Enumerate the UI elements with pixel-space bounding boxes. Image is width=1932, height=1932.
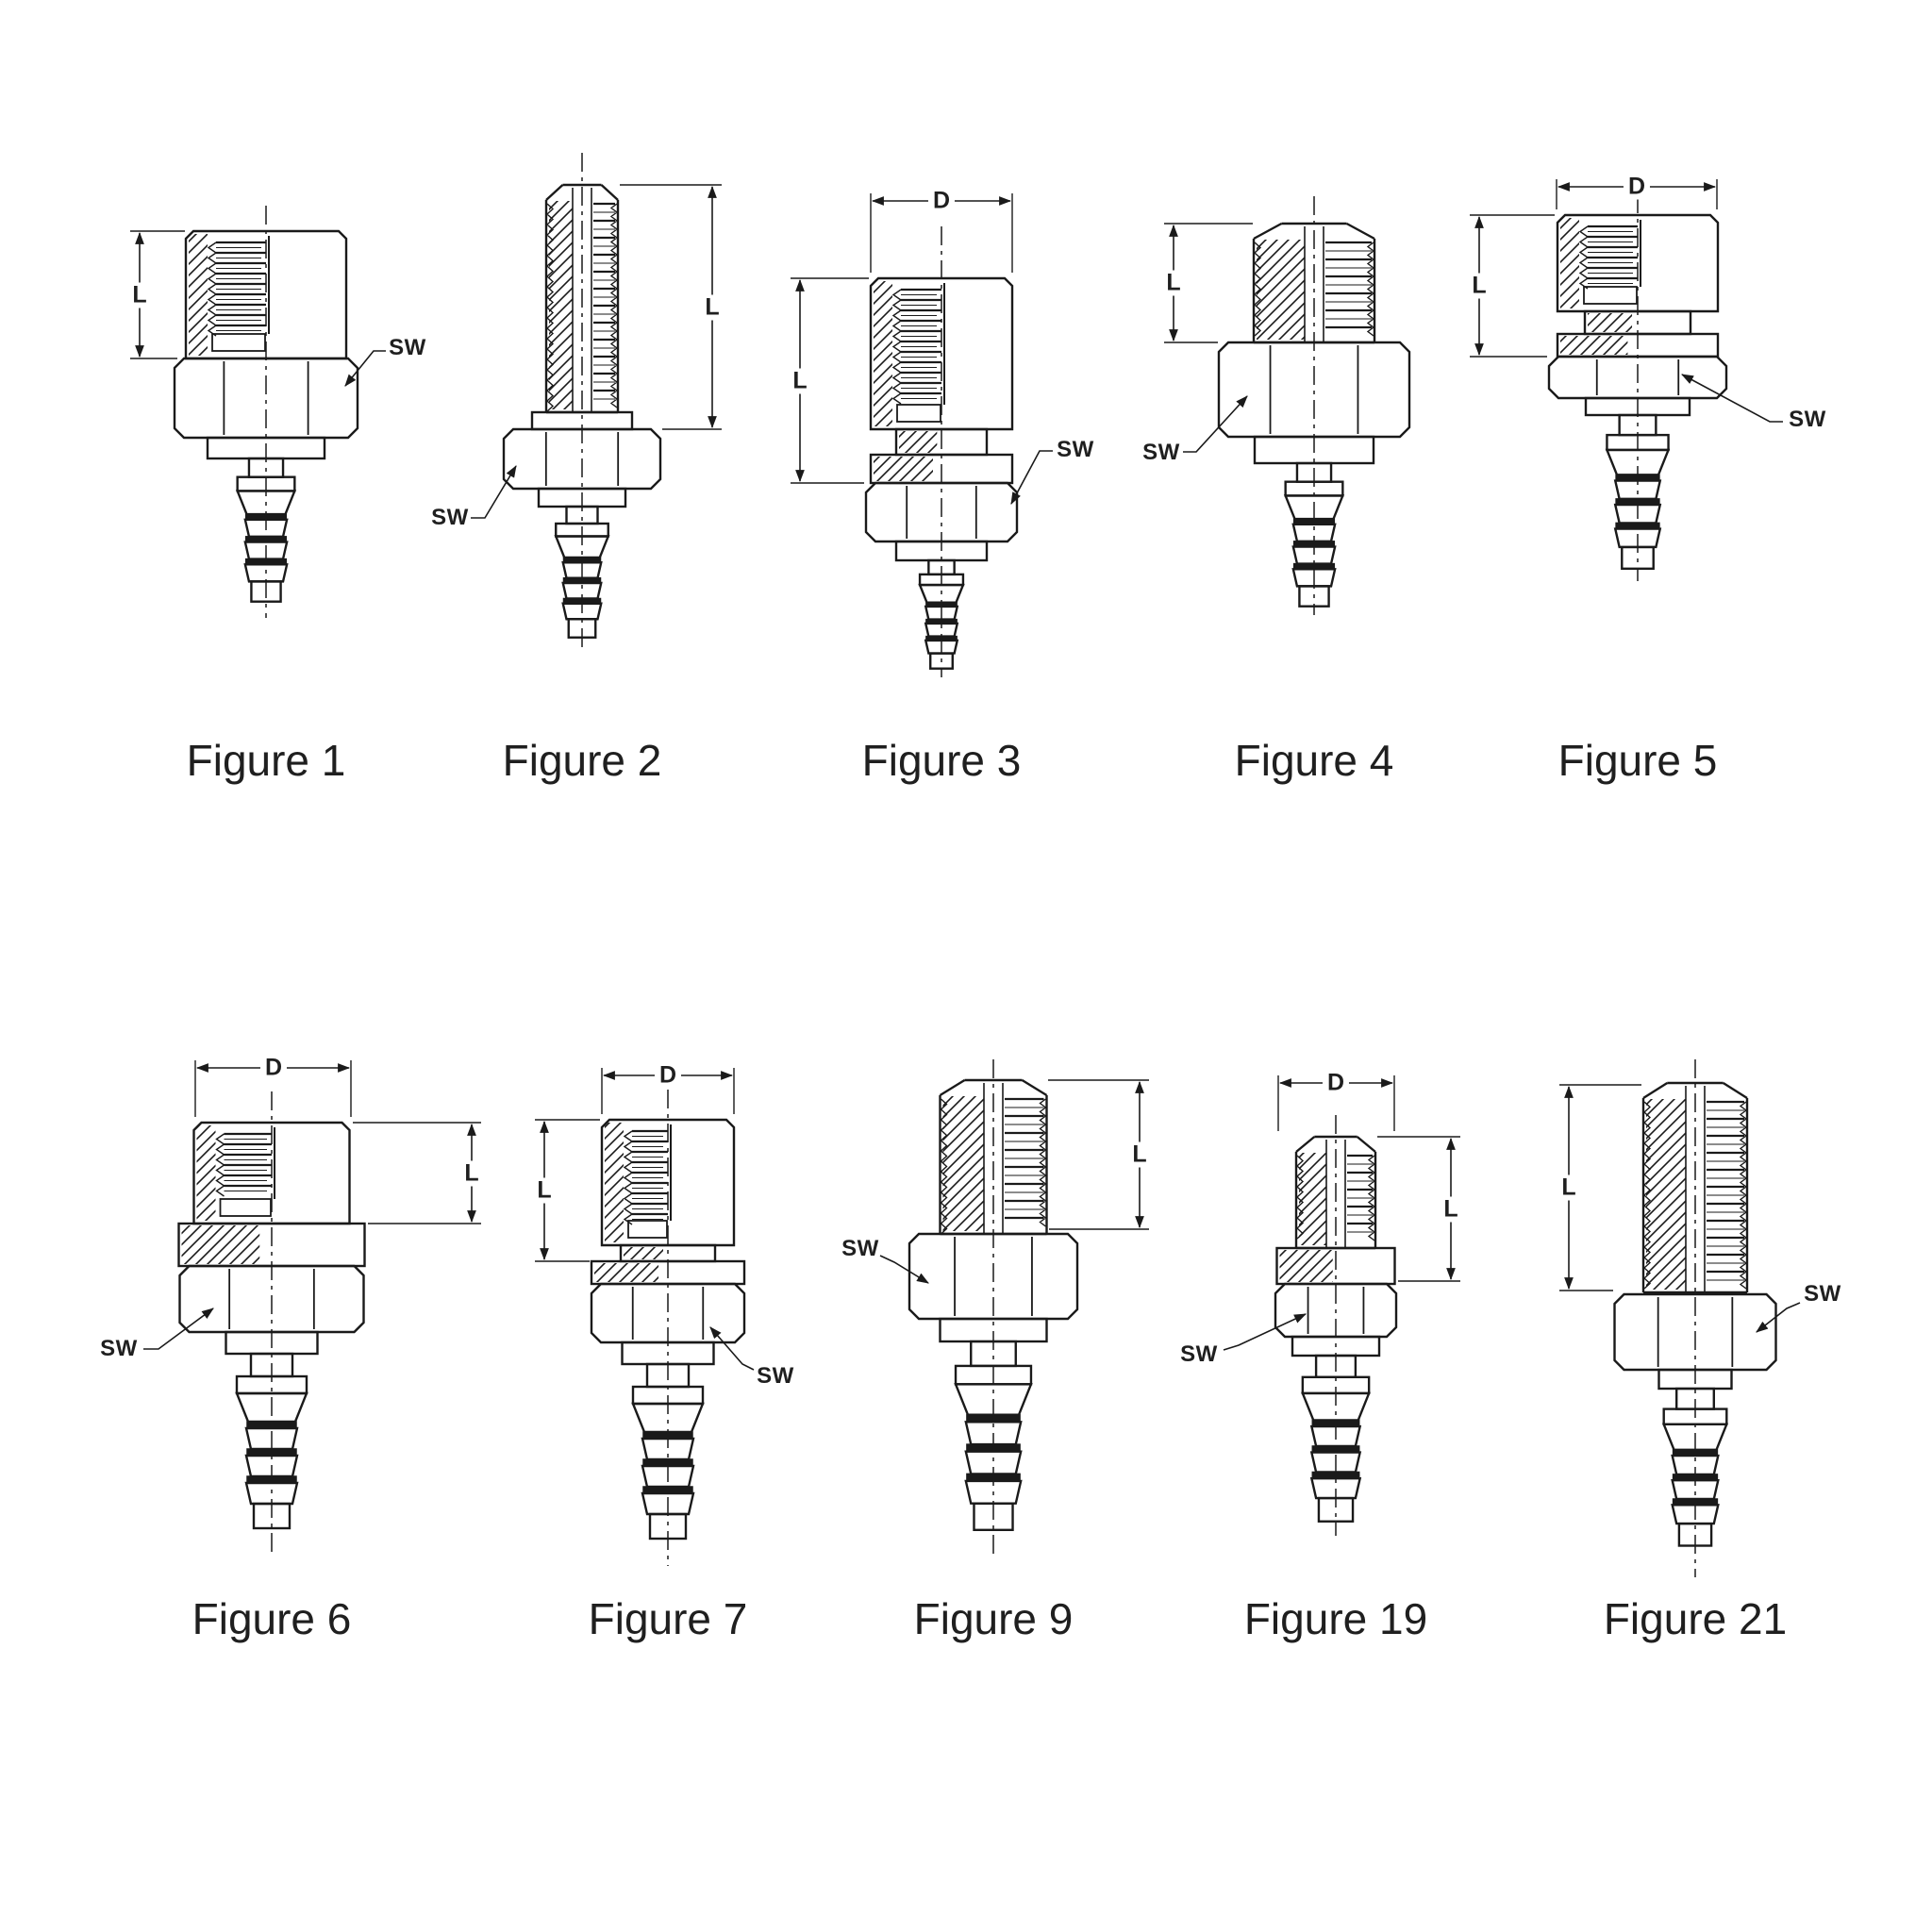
dim-label-length-figure-7: L [532,1178,556,1204]
figure-caption-4: Figure 4 [1234,736,1394,785]
wrench-label-figure-7: SW [757,1363,794,1389]
figure-19-drawing [1224,1075,1460,1536]
dim-label-diameter-figure-3: D [928,189,955,214]
wrench-label-figure-1: SW [389,335,426,360]
dim-label-length-figure-2: L [700,295,724,321]
wrench-label-figure-5: SW [1789,407,1826,432]
figure-3-drawing [791,193,1053,677]
wrench-label-figure-21: SW [1804,1281,1841,1307]
wrench-label-figure-19: SW [1180,1341,1218,1367]
wrench-label-figure-6: SW [100,1336,138,1361]
wrench-label-figure-9: SW [841,1236,879,1261]
figure-caption-5: Figure 5 [1557,736,1718,785]
figure-caption-7: Figure 7 [588,1594,748,1643]
dim-label-diameter-figure-5: D [1624,175,1650,200]
wrench-label-figure-3: SW [1057,437,1094,462]
figure-5-drawing [1470,179,1783,581]
dim-label-diameter-figure-19: D [1323,1071,1349,1096]
dim-label-length-figure-1: L [127,283,151,308]
figure-9-drawing [880,1059,1149,1557]
figure-7-drawing [535,1068,754,1566]
figure-2-drawing [471,153,722,651]
figure-21-drawing [1559,1059,1800,1577]
dim-label-length-figure-4: L [1161,271,1185,296]
wrench-label-figure-4: SW [1142,440,1180,465]
figure-caption-6: Figure 6 [192,1594,352,1643]
wrench-label-figure-2: SW [431,505,469,530]
figure-caption-3: Figure 3 [861,736,1022,785]
figure-6-drawing [143,1060,481,1555]
figure-4-drawing [1164,196,1409,615]
dim-label-length-figure-19: L [1439,1197,1462,1223]
dim-label-length-figure-5: L [1467,274,1491,299]
dim-label-length-figure-9: L [1127,1142,1151,1168]
figure-caption-2: Figure 2 [502,736,662,785]
figure-caption-21: Figure 21 [1603,1594,1788,1643]
figure-caption-1: Figure 1 [186,736,346,785]
dim-label-diameter-figure-6: D [260,1056,287,1081]
figure-caption-19: Figure 19 [1243,1594,1428,1643]
figure-1-drawing [130,206,386,618]
dim-label-length-figure-21: L [1557,1175,1580,1201]
dim-label-length-figure-6: L [459,1161,483,1187]
dim-label-diameter-figure-7: D [655,1063,681,1089]
figure-caption-9: Figure 9 [913,1594,1074,1643]
dim-label-length-figure-3: L [788,369,811,394]
